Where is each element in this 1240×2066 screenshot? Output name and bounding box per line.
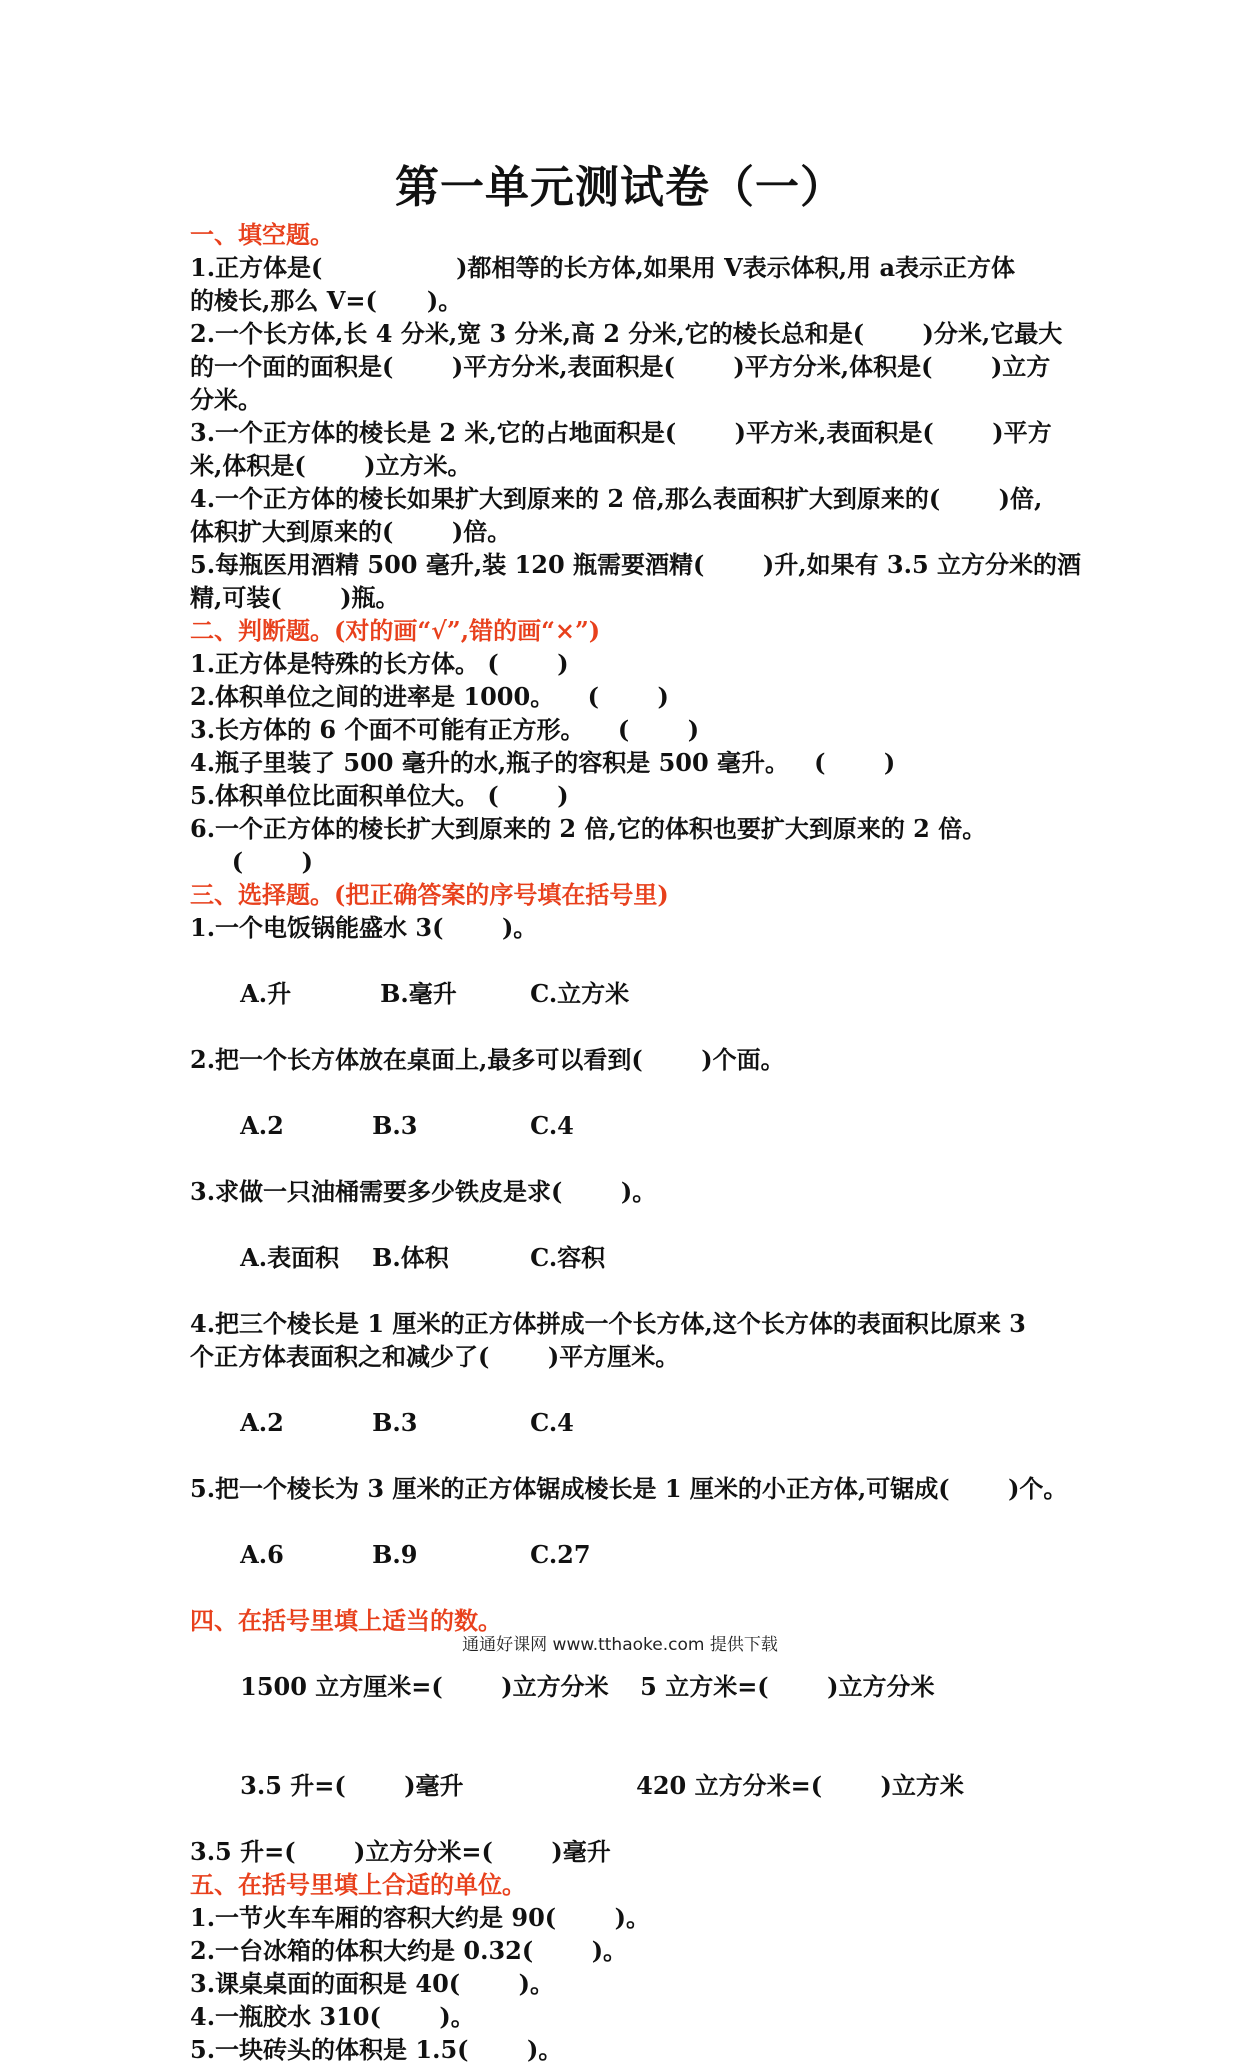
option: B.3: [372, 1111, 418, 1140]
s1-line: 分米。: [190, 385, 262, 414]
s3-options-1: [190, 944, 1070, 1043]
s3-options-5: [190, 1505, 1070, 1604]
s1-line: 的棱长,那么 V=( )。: [190, 286, 463, 315]
option: A.升: [240, 979, 292, 1008]
s1-line: 精,可装( )瓶。: [190, 583, 400, 612]
option: A.表面积: [240, 1243, 340, 1272]
section-4-heading: 四、在括号里填上适当的数。: [190, 1606, 502, 1635]
s2-line: 2.体积单位之间的进率是 1000。 ( ): [190, 682, 669, 711]
s3-options-4: [190, 1373, 1070, 1472]
s1-line: 的一个面的面积是( )平方分米,表面积是( )平方分米,体积是( )立方: [190, 352, 1051, 381]
s2-line: 6.一个正方体的棱长扩大到原来的 2 倍,它的体积也要扩大到原来的 2 倍。: [190, 814, 987, 843]
conversion-item: 5 立方米=( )立方分米: [640, 1672, 935, 1701]
conversion-item: 420 立方分米=( )立方米: [636, 1771, 964, 1800]
page-title: 第一单元测试卷（一）: [395, 162, 845, 213]
s2-line: 4.瓶子里装了 500 毫升的水,瓶子的容积是 500 毫升。 ( ): [190, 748, 896, 777]
s5-line: 3.课桌桌面的面积是 40( )。: [190, 1969, 555, 1998]
option: B.9: [372, 1540, 418, 1569]
section-5-heading: 五、在括号里填上合适的单位。: [190, 1870, 526, 1899]
s3-question-5: 5.把一个棱长为 3 厘米的正方体锯成棱长是 1 厘米的小正方体,可锯成( )个。: [190, 1474, 1068, 1503]
option: C.4: [530, 1111, 574, 1140]
option: C.容积: [530, 1243, 606, 1272]
section-1-heading: 一、填空题。: [190, 220, 334, 249]
s4-row-2: [190, 1736, 1070, 1835]
s1-line: 5.每瓶医用酒精 500 毫升,装 120 瓶需要酒精( )升,如果有 3.5 立方分米的酒: [190, 550, 1082, 579]
s1-line: 1.正方体是( )都相等的长方体,如果用 V表示体积,用 a表示正方体: [190, 253, 1016, 282]
s1-line: 3.一个正方体的棱长是 2 米,它的占地面积是( )平方米,表面积是( )平方: [190, 418, 1052, 447]
option: B.毫升: [380, 979, 457, 1008]
s3-question-3: 3.求做一只油桶需要多少铁皮是求( )。: [190, 1177, 657, 1206]
option: A.2: [240, 1111, 284, 1140]
s1-line: 体积扩大到原来的( )倍。: [190, 517, 512, 546]
s1-line: 米,体积是( )立方米。: [190, 451, 472, 480]
s4-row-3: 3.5 升=( )立方分米=( )毫升: [190, 1837, 611, 1866]
option: B.3: [372, 1408, 418, 1437]
s3-question-4-cont: 个正方体表面积之和减少了( )平方厘米。: [190, 1342, 680, 1371]
option: C.立方米: [530, 979, 630, 1008]
s3-options-2: [190, 1076, 1070, 1175]
option: B.体积: [372, 1243, 449, 1272]
s5-line: 4.一瓶胶水 310( )。: [190, 2002, 475, 2031]
s1-line: 4.一个正方体的棱长如果扩大到原来的 2 倍,那么表面积扩大到原来的( )倍,: [190, 484, 1043, 513]
option: A.6: [240, 1540, 284, 1569]
s3-question-4: 4.把三个棱长是 1 厘米的正方体拼成一个长方体,这个长方体的表面积比原来 3: [190, 1309, 1026, 1338]
footer-source-text: 通通好课网 www.tthaoke.com 提供下载: [462, 1635, 778, 1655]
s5-line: 5.一块砖头的体积是 1.5( )。: [190, 2035, 563, 2064]
option: C.27: [530, 1540, 591, 1569]
s2-line: 3.长方体的 6 个面不可能有正方形。 ( ): [190, 715, 700, 744]
option: A.2: [240, 1408, 284, 1437]
option: C.4: [530, 1408, 574, 1437]
s5-line: 2.一台冰箱的体积大约是 0.32( )。: [190, 1936, 628, 1965]
s2-line: 1.正方体是特殊的长方体。 ( ): [190, 649, 569, 678]
s3-options-3: [190, 1208, 1070, 1307]
s2-line: 5.体积单位比面积单位大。 ( ): [190, 781, 569, 810]
section-2-heading: 二、判断题。(对的画“√”,错的画“×”): [190, 616, 601, 645]
conversion-item: 3.5 升=( )毫升: [240, 1771, 464, 1800]
s5-line: 1.一节火车车厢的容积大约是 90( )。: [190, 1903, 651, 1932]
section-3-heading: 三、选择题。(把正确答案的序号填在括号里): [190, 880, 669, 909]
exam-content: [190, 218, 1082, 2066]
s3-question-2: 2.把一个长方体放在桌面上,最多可以看到( )个面。: [190, 1045, 785, 1074]
s1-line: 2.一个长方体,长 4 分米,宽 3 分米,高 2 分米,它的棱长总和是( )分米,它最大: [190, 319, 1063, 348]
s3-question-1: 1.一个电饭锅能盛水 3( )。: [190, 913, 538, 942]
s2-line: ( ): [190, 847, 313, 876]
conversion-item: 1500 立方厘米=( )立方分米: [240, 1672, 609, 1701]
